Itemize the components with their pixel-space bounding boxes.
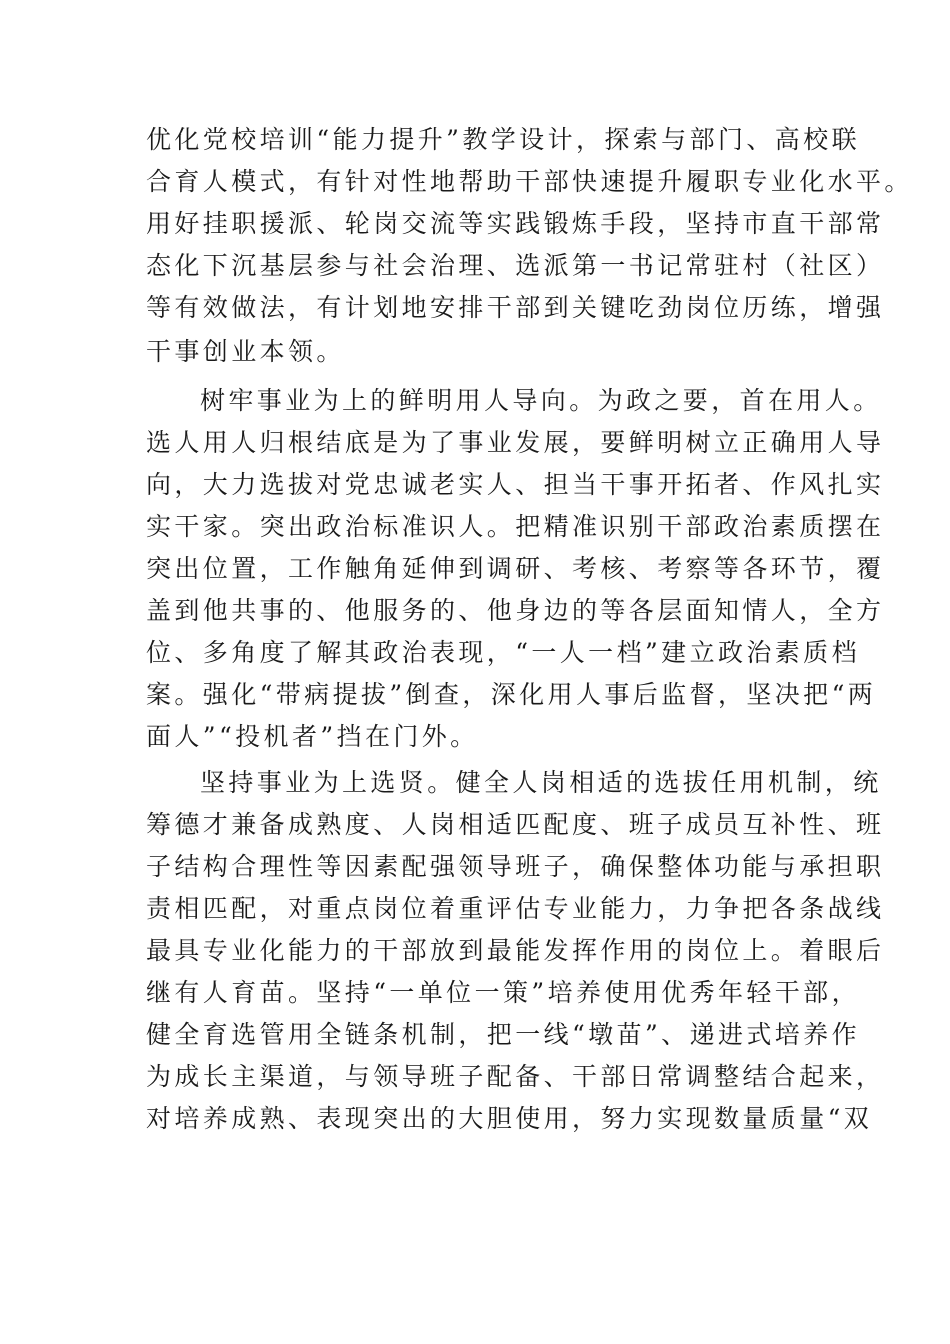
paragraph-line: 为成长主渠道，与领导班子配备、干部日常调整结合起来， bbox=[146, 1062, 885, 1091]
paragraph-line: 向，大力选拔对党忠诚老实人、担当干事开拓者、作风扎实 bbox=[146, 470, 885, 499]
paragraph-line: 案。强化“带病提拔”倒查，深化用人事后监督，坚决把“两 bbox=[146, 680, 877, 709]
paragraph-line: 等有效做法，有计划地安排干部到关键吃劲岗位历练，增强 bbox=[146, 293, 885, 322]
paragraph-line: 面人”“投机者”挡在门外。 bbox=[146, 722, 479, 751]
paragraph-line: 对培养成熟、表现突出的大胆使用，努力实现数量质量“双 bbox=[146, 1104, 873, 1133]
paragraph-line: 坚持事业为上选贤。健全人岗相适的选拔任用机制，统 bbox=[200, 768, 882, 797]
paragraph-line: 树牢事业为上的鲜明用人导向。为政之要，首在用人。 bbox=[200, 386, 882, 415]
paragraph-line: 位、多角度了解其政治表现，“一人一档”建立政治素质档 bbox=[146, 638, 860, 667]
paragraph-line: 子结构合理性等因素配强领导班子，确保整体功能与承担职 bbox=[146, 852, 885, 881]
paragraph-line: 筹德才兼备成熟度、人岗相适匹配度、班子成员互补性、班 bbox=[146, 810, 885, 839]
paragraph-line: 突出位置，工作触角延伸到调研、考核、考察等各环节，覆 bbox=[146, 554, 885, 583]
paragraph-line: 责相匹配，对重点岗位着重评估专业能力，力争把各条战线 bbox=[146, 894, 885, 923]
paragraph-line: 继有人育苗。坚持“一单位一策”培养使用优秀年轻干部， bbox=[146, 978, 860, 1007]
paragraph-line: 态化下沉基层参与社会治理、选派第一书记常驻村（社区） bbox=[146, 251, 885, 280]
paragraph-line: 优化党校培训“能力提升”教学设计，探索与部门、高校联 bbox=[146, 125, 860, 154]
paragraph-line: 干事创业本领。 bbox=[146, 337, 345, 366]
paragraph-line: 用好挂职援派、轮岗交流等实践锻炼手段，坚持市直干部常 bbox=[146, 209, 885, 238]
paragraph-line: 选人用人归根结底是为了事业发展，要鲜明树立正确用人导 bbox=[146, 428, 885, 457]
paragraph-line: 健全育选管用全链条机制，把一线“墩苗”、递进式培养作 bbox=[146, 1020, 860, 1049]
paragraph-line: 合育人模式，有针对性地帮助干部快速提升履职专业化水平。 bbox=[146, 167, 913, 196]
paragraph-line: 最具专业化能力的干部放到最能发挥作用的岗位上。着眼后 bbox=[146, 936, 885, 965]
paragraph-line: 盖到他共事的、他服务的、他身边的等各层面知情人，全方 bbox=[146, 596, 885, 625]
paragraph-line: 实干家。突出政治标准识人。把精准识别干部政治素质摆在 bbox=[146, 512, 885, 541]
